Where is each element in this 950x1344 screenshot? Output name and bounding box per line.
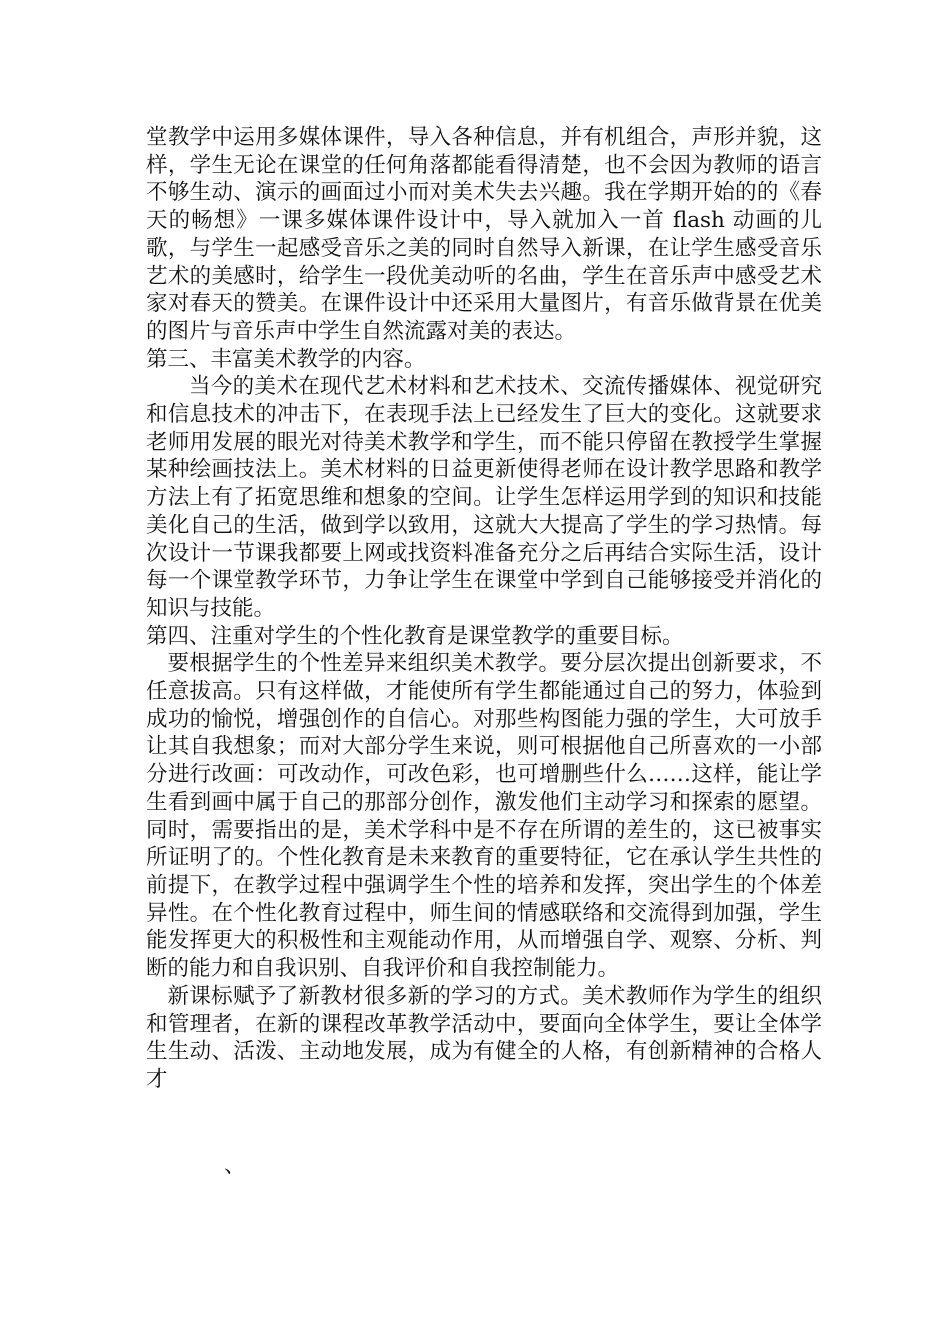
paragraph-individualized-education: 要根据学生的个性差异来组织美术教学。要分层次提出创新要求，不任意拔高。只有这样做，才能使所有学生都能通过自己的努力，体验到成功的愉悦，增强创作的自信心。对那些构图能力强的学生，大可放手让其自我想象；而对大部分学生来说，则可根据他自己所喜欢的一小部分进行改画：可改动作，可改色彩，也可增删些什么……这样，能让学生看到画中属于自己的那部分创作，激发他们主动学习和探索的愿望。同时，需要指出的是，美术学科中是不存在所谓的差生的，这已被事实所证明了的。个性化教育是未来教育的重要特征，它在承认学生共性的前提下，在教学过程中强调学生个性的培养和发挥，突出学生的个体差异性。在个性化教育过程中，师生间的情感联络和交流得到加强，学生能发挥更大的积极性和主观能动作用，从而增强自学、观察、分析、判断的能力和自我识别、自我评价和自我控制能力。	[146, 651, 822, 982]
stray-punctuation-mark: 、	[224, 1153, 246, 1178]
paragraph-multimedia: 堂教学中运用多媒体课件，导入各种信息，并有机组合，声形并貌，这样，学生无论在课堂的任何角落都能看得清楚，也不会因为教师的语言不够生动、演示的画面过小而对美术失去兴趣。我在学期开始的的《春天的畅想》一课多媒体课件设计中，导入就加入一首 flash 动画的儿歌，与学生一起感受音乐之美的同时自然导入新课，在让学生感受音乐艺术的美感时，给学生一段优美动听的名曲，学生在音乐声中感受艺术家对春天的赞美。在课件设计中还采用大量图片，有音乐做背景在优美的图片与音乐声中学生自然流露对美的表达。	[146, 125, 822, 344]
heading-fourth-point: 第四、注重对学生的个性化教育是课堂教学的重要目标。	[146, 623, 684, 649]
paragraph-new-curriculum: 新课标赋予了新教材很多新的学习的方式。美术教师作为学生的组织和管理者，在新的课程改革教学活动中，要面向全体学生，要让全体学生生动、活泼、主动地发展，成为有健全的人格，有创新精神的合格人才	[146, 983, 822, 1092]
heading-third-point: 第三、丰富美术教学的内容。	[146, 346, 426, 372]
document-body	[146, 124, 822, 1094]
paragraph-art-content: 当今的美术在现代艺术材料和艺术技术、交流传播媒体、视觉研究和信息技术的冲击下，在表现手法上已经发生了巨大的变化。这就要求老师用发展的眼光对待美术教学和学生，而不能只停留在教授学生掌握某种绘画技法上。美术材料的日益更新使得老师在设计教学思路和教学方法上有了拓宽思维和想象的空间。让学生怎样运用学到的知识和技能美化自己的生活，做到学以致用，这就大大提高了学生的学习热情。每次设计一节课我都要上网或找资料准备充分之后再结合实际生活，设计每一个课堂教学环节，力争让学生在课堂中学到自己能够接受并消化的知识与技能。	[146, 374, 822, 621]
